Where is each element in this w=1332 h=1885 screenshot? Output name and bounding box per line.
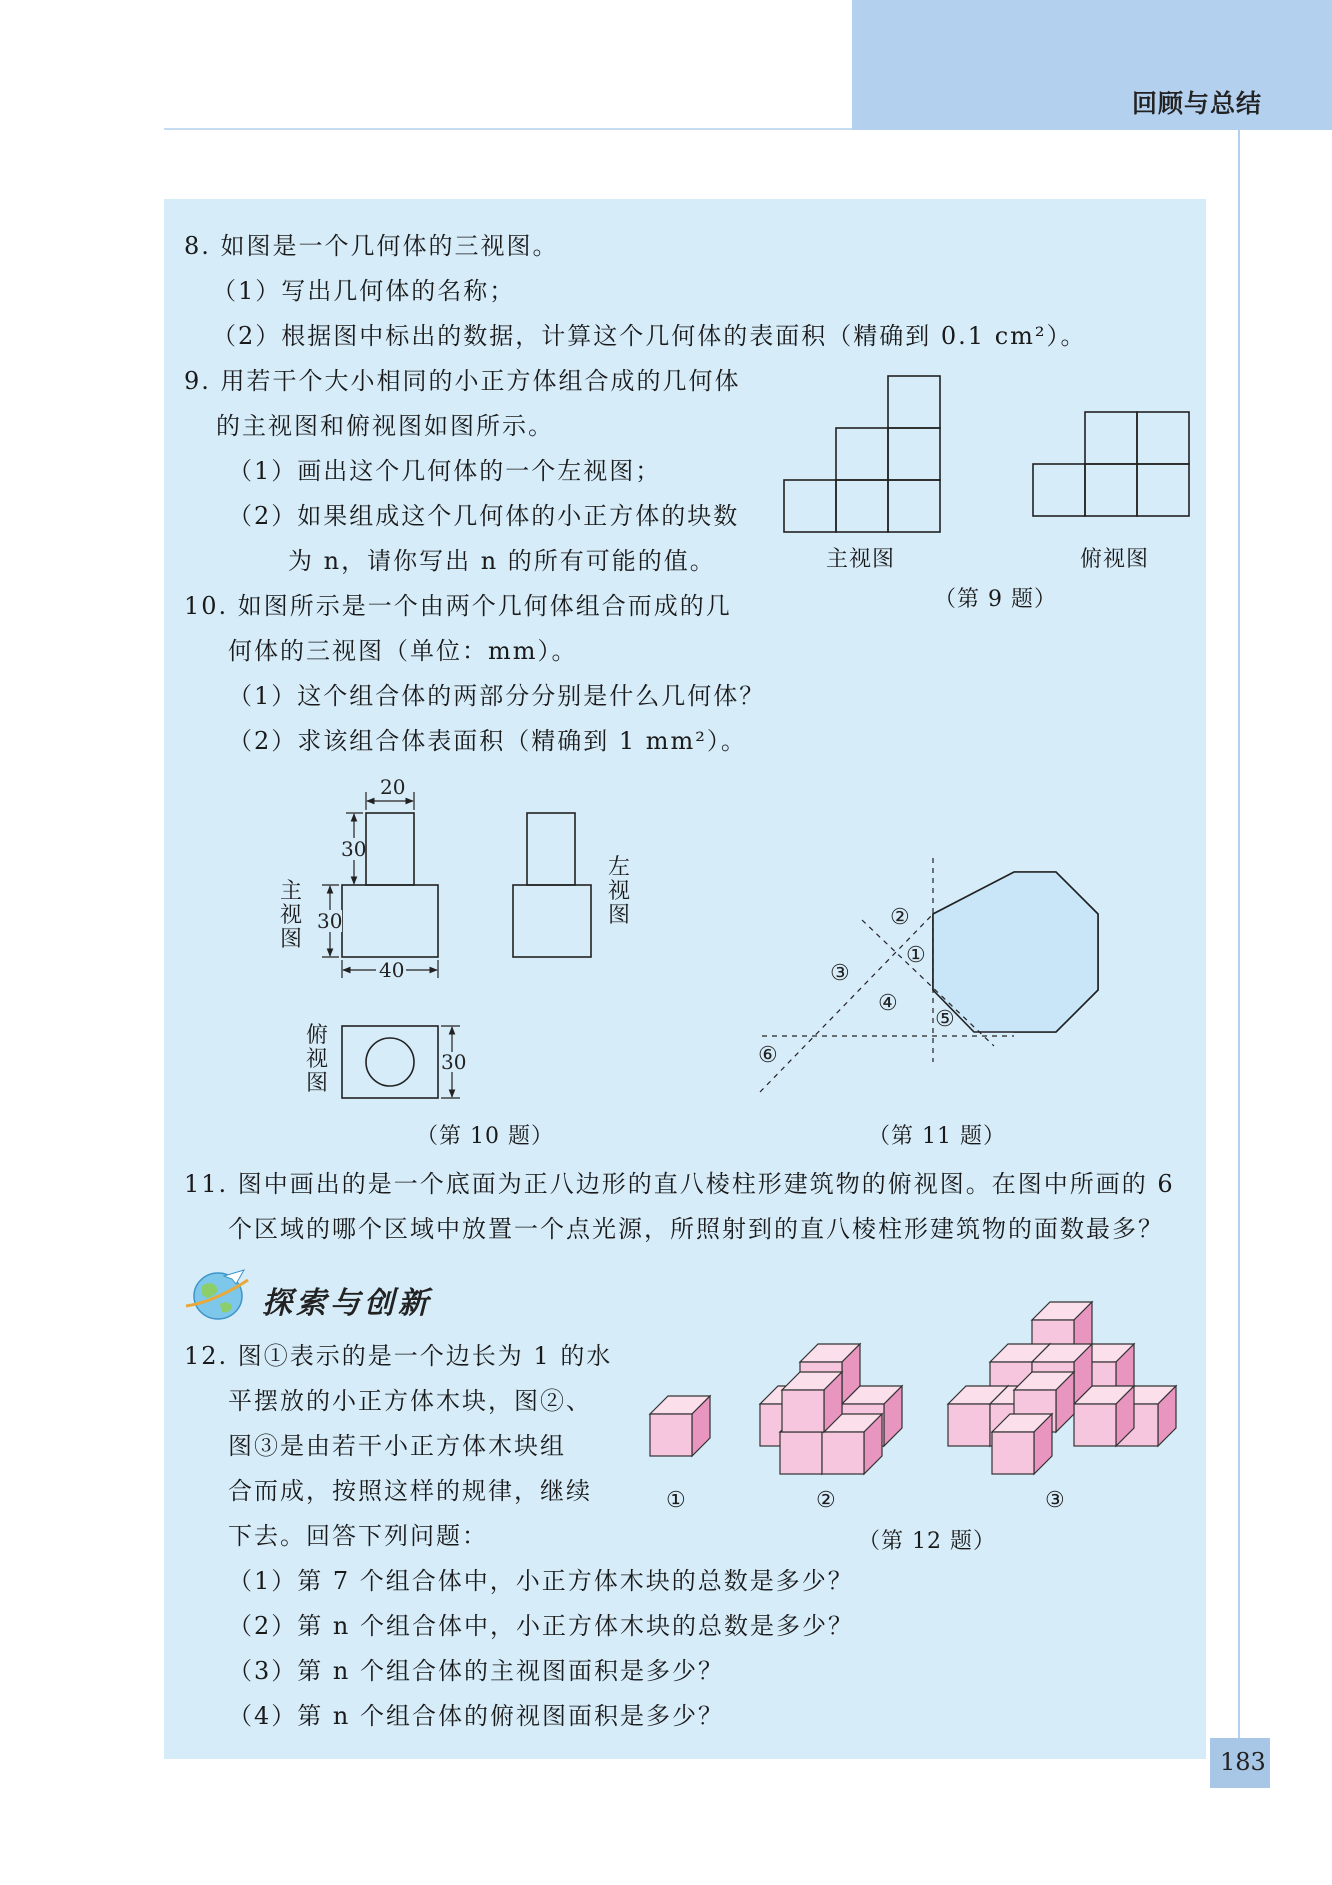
fig2-cube-center <box>782 1372 842 1432</box>
margin-rule <box>1238 130 1240 1742</box>
q11-text: 11. 图中画出的是一个底面为正八边形的直八棱柱形建筑物的俯视图。在图中所画的 6 <box>184 1170 1175 1198</box>
q12-cube-figures <box>640 1290 1200 1506</box>
q11-octagon-figure <box>754 856 1104 1096</box>
left-view-top-block <box>527 813 575 885</box>
region-label-5: ⑤ <box>935 1007 955 1032</box>
q11-caption: （第 11 题） <box>868 1124 1006 1149</box>
q9-top-view <box>1029 410 1191 518</box>
q9-main-view <box>780 374 942 534</box>
q8-text: 8. 如图是一个几何体的三视图。 <box>184 232 559 260</box>
q9-caption: （第 9 题） <box>934 587 1057 612</box>
q10-sub1: （1）这个组合体的两部分分别是什么几何体？ <box>228 682 766 710</box>
region-label-4: ④ <box>878 991 898 1016</box>
q9-main-view-label: 主视图 <box>826 547 896 572</box>
q10-left-view-label: 左视图 <box>608 855 631 928</box>
q12-sub3: （3）第 n 个组合体的主视图面积是多少？ <box>228 1657 724 1685</box>
q8-sub1: （1）写出几何体的名称； <box>212 277 516 305</box>
q10-top-view-label: 俯视图 <box>306 1023 329 1096</box>
q12-fig-label-1: ① <box>666 1488 687 1513</box>
q10-caption: （第 10 题） <box>416 1124 554 1149</box>
fig3-cube-front <box>992 1414 1052 1474</box>
q10-text-cont: 何体的三视图（单位：mm）。 <box>228 637 578 665</box>
q12-text: 12. 图①表示的是一个边长为 1 的水 <box>184 1342 613 1370</box>
region-label-3: ③ <box>830 961 850 986</box>
q12-fig-label-3: ③ <box>1045 1488 1066 1513</box>
front-view-top-block <box>366 813 414 885</box>
q12-fig-label-2: ② <box>816 1488 837 1513</box>
q9-text-cont: 的主视图和俯视图如图所示。 <box>216 412 554 440</box>
front-view-bottom-block <box>342 885 438 957</box>
q10-front-view-label: 主视图 <box>280 879 303 952</box>
page-number: 183 <box>1220 1748 1266 1776</box>
dim-depth: 30 <box>441 1050 467 1074</box>
q12-sub2: （2）第 n 个组合体中，小正方体木块的总数是多少？ <box>228 1612 854 1640</box>
q12-text-2: 平摆放的小正方体木块，图②、 <box>228 1387 592 1415</box>
q9-text: 9. 用若干个大小相同的小正方体组合成的几何体 <box>184 367 741 395</box>
region-label-1: ① <box>906 943 926 968</box>
q10-text: 10. 如图所示是一个由两个几何体组合而成的几 <box>184 592 732 620</box>
q12-sub1: （1）第 7 个组合体中，小正方体木块的总数是多少？ <box>228 1567 854 1595</box>
q9-sub2: （2）如果组成这个几何体的小正方体的块数 <box>228 502 740 530</box>
q9-top-view-label: 俯视图 <box>1080 547 1150 572</box>
left-view-bottom-block <box>513 885 591 957</box>
region-label-2: ② <box>890 905 910 930</box>
dim-top-width: 20 <box>380 775 406 799</box>
q9-sub1: （1）画出这个几何体的一个左视图； <box>228 457 662 485</box>
header-rule <box>164 128 852 130</box>
q8-sub2: （2）根据图中标出的数据，计算这个几何体的表面积（精确到 0.1 cm²）。 <box>212 322 1087 350</box>
q11-text-cont: 个区域的哪个区域中放置一个点光源，所照射到的直八棱柱形建筑物的面数最多？ <box>228 1215 1164 1243</box>
dim-bottom-height: 30 <box>317 909 343 933</box>
q10-sub2: （2）求该组合体表面积（精确到 1 mm²）。 <box>228 727 747 755</box>
top-view-rect <box>342 1026 438 1098</box>
q12-text-3: 图③是由若干小正方体木块组 <box>228 1432 566 1460</box>
dim-top-height: 30 <box>341 837 367 861</box>
q12-text-4: 合而成，按照这样的规律，继续 <box>228 1477 592 1505</box>
q12-sub4: （4）第 n 个组合体的俯视图面积是多少？ <box>228 1702 724 1730</box>
globe-plane-icon <box>184 1266 250 1322</box>
section-heading: 探索与创新 <box>262 1286 432 1321</box>
q12-caption: （第 12 题） <box>858 1529 996 1554</box>
top-view-circle <box>366 1038 414 1086</box>
section-title: 回顾与总结 <box>1132 89 1263 118</box>
q9-sub2-cont: 为 n，请你写出 n 的所有可能的值。 <box>288 547 716 575</box>
fig1-cube <box>650 1396 710 1456</box>
line-diag-up <box>760 914 933 1092</box>
dim-bottom-width: 40 <box>379 958 405 982</box>
region-label-6: ⑥ <box>758 1043 778 1068</box>
q12-text-5: 下去。回答下列问题： <box>228 1522 488 1550</box>
